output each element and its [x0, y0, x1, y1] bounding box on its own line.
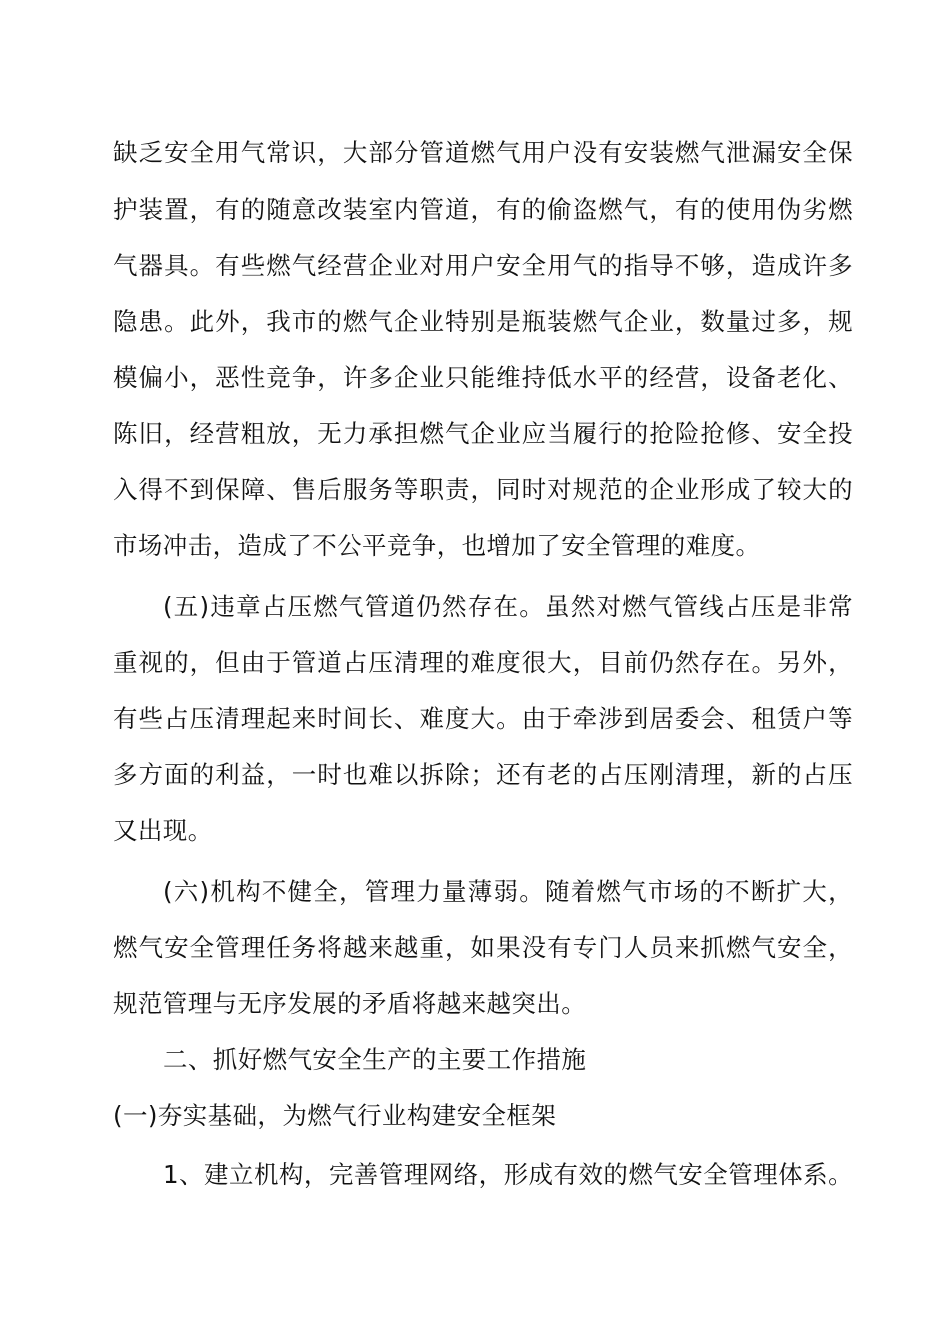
paragraph-line: 燃气安全管理任务将越来越重，如果没有专门人员来抓燃气安全，	[113, 933, 853, 962]
paragraph-line: 入得不到保障、售后服务等职责，同时对规范的企业形成了较大的	[113, 475, 853, 504]
section-heading-line: (六)机构不健全，管理力量薄弱。随着燃气市场的不断扩大，	[163, 877, 853, 906]
list-item: 1、建立机构，完善管理网络，形成有效的燃气安全管理体系。	[163, 1160, 853, 1189]
main-heading: 二、抓好燃气安全生产的主要工作措施	[163, 1045, 587, 1074]
paragraph-line: 缺乏安全用气常识，大部分管道燃气用户没有安装燃气泄漏安全保	[113, 138, 853, 167]
paragraph-line: 护装置，有的随意改装室内管道，有的偷盗燃气，有的使用伪劣燃	[113, 195, 853, 224]
subheading: (一)夯实基础，为燃气行业构建安全框架	[113, 1101, 557, 1130]
heading-text: (五)违章占压燃气管道仍然存在。	[163, 592, 545, 621]
paragraph-text: 对燃气管线占压是非常	[596, 592, 853, 621]
paragraph-line: 气器具。有些燃气经营企业对用户安全用气的指导不够，造成许多	[113, 251, 853, 280]
paragraph-line: 重视的，但由于管道占压清理的难度很大，目前仍然存在。另外，	[113, 648, 853, 677]
paragraph-line: 多方面的利益，一时也难以拆除；还有老的占压刚清理，新的占压	[113, 760, 853, 789]
paragraph-line: 模偏小，恶性竞争，许多企业只能维持低水平的经营，设备老化、	[113, 363, 853, 392]
paragraph-line: 隐患。此外，我市的燃气企业特别是瓶装燃气企业，数量过多，规	[113, 307, 853, 336]
paragraph-line: 市场冲击，造成了不公平竞争，也增加了安全管理的难度。	[113, 531, 761, 560]
section-heading-line	[163, 587, 853, 627]
paragraph-line: 又出现。	[113, 816, 213, 845]
serif-text: 虽然	[544, 592, 597, 621]
paragraph-line: 规范管理与无序发展的矛盾将越来越突出。	[113, 989, 587, 1018]
paragraph-line: 陈旧，经营粗放，无力承担燃气企业应当履行的抢险抢修、安全投	[113, 419, 853, 448]
paragraph-line: 有些占压清理起来时间长、难度大。由于牵涉到居委会、租赁户等	[113, 704, 853, 733]
